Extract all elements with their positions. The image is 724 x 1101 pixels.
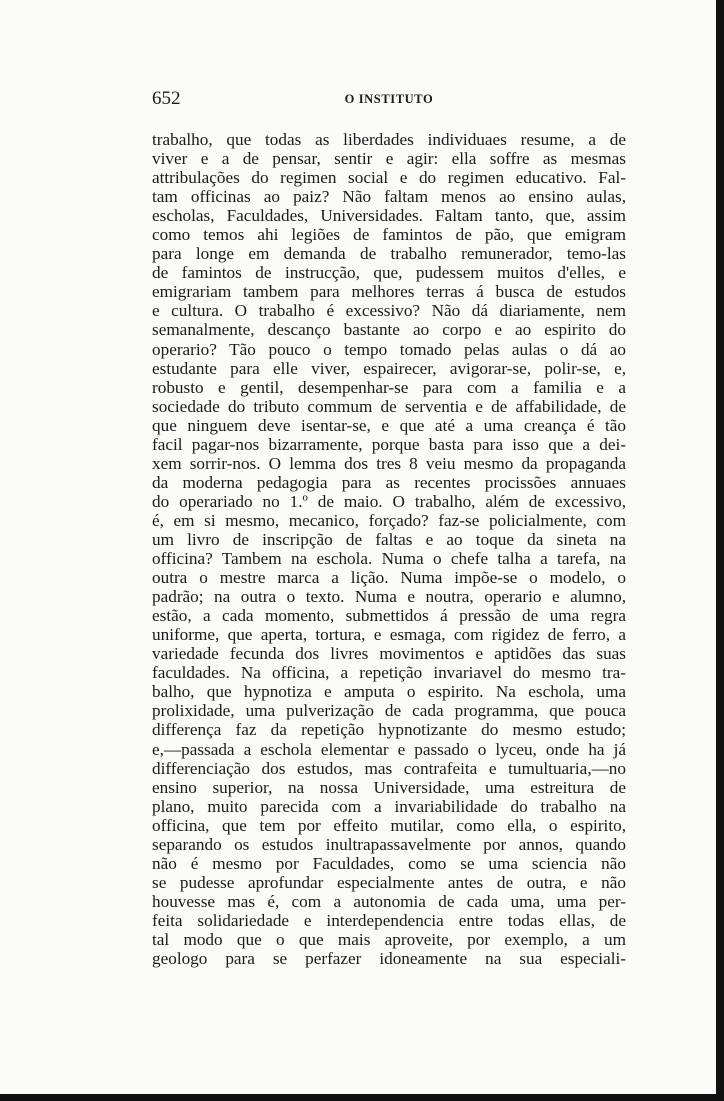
text-line: que ninguem deve isentar-se, e que até a uma creança é tão [152, 415, 626, 435]
running-title: O INSTITUTO [344, 92, 434, 106]
text-line: geologo para se perfazer idoneamente na sua especiali- [152, 949, 626, 969]
text-line: attribulações do regimen social e do regimen educativo. Fal- [152, 168, 626, 188]
text-line: plano, muito parecida com a invariabilidade do trabalho na [152, 796, 626, 816]
text-line: do operariado no 1.º de maio. O trabalho, além de excessivo, [152, 491, 626, 511]
text-line: operario? Tão pouco o tempo tomado pelas aulas o dá ao [152, 339, 626, 359]
text-line: de famintos de instrucção, que, pudessem muitos d'elles, e [152, 263, 626, 283]
text-line: é, em si mesmo, mecanico, forçado? faz-se policialmente, com [152, 510, 626, 530]
text-line: tam officinas ao paiz? Não faltam menos ao ensino aulas, [152, 187, 626, 207]
text-line: variedade fecunda dos livres movimentos e aptidões das suas [152, 644, 626, 664]
page-header [152, 88, 626, 114]
text-line: estão, a cada momento, submettidos á pressão de uma regra [152, 606, 626, 626]
text-line: balho, que hypnotiza e amputa o espirito. Na eschola, uma [152, 682, 626, 702]
text-line: sociedade do tributo commum de serventia e de affabilidade, de [152, 396, 626, 416]
text-line: feita solidariedade e interdependencia entre todas ellas, de [152, 910, 626, 930]
text-line: não é mesmo por Faculdades, como se uma sciencia não [152, 853, 626, 873]
text-line: da moderna pedagogia para as recentes procissões annuaes [152, 472, 626, 492]
text-line: outra o mestre marca a lição. Numa impõe-se o modelo, o [152, 568, 626, 588]
text-line: prolixidade, uma pulverização de cada programma, que pouca [152, 701, 626, 721]
page-number: 652 [152, 88, 181, 109]
body-text [152, 130, 626, 968]
text-line: separando os estudos inultrapassavelmente por annos, quando [152, 834, 626, 854]
text-line: emigrariam tambem para melhores terras á busca de estudos [152, 282, 626, 302]
text-line: differenciação dos estudos, mas contrafeita e tumultuaria,—no [152, 758, 626, 778]
text-line: houvesse mas é, com a autonomia de cada uma, uma per- [152, 891, 626, 911]
text-line: semanalmente, descanço bastante ao corpo e ao espirito do [152, 320, 626, 340]
text-line: facil pagar-nos bizarramente, porque basta para isso que a dei- [152, 434, 626, 454]
text-line: uniforme, que aperta, tortura, e esmaga, com rigidez de ferro, a [152, 625, 626, 645]
text-line: estudante para elle viver, espairecer, avigorar-se, polir-se, e, [152, 358, 626, 378]
text-line: ensino superior, na nossa Universidade, uma estreitura de [152, 777, 626, 797]
text-line: robusto e gentil, desempenhar-se para com a familia e a [152, 377, 626, 397]
text-line: trabalho, que todas as liberdades individuaes resume, a de [152, 130, 626, 149]
text-line: officina, que tem por effeito mutilar, como ella, o espirito, [152, 815, 626, 835]
text-line: como temos ahi legiões de famintos de pão, que emigram [152, 225, 626, 245]
text-line: um livro de inscripção de faltas e ao toque da sineta na [152, 529, 626, 549]
text-line: padrão; na outra o texto. Numa e noutra, operario e alumno, [152, 587, 626, 607]
text-line: faculdades. Na officina, a repetição invariavel do mesmo tra- [152, 663, 626, 683]
text-line: e cultura. O trabalho é excessivo? Não dá diariamente, nem [152, 301, 626, 321]
text-line: e,—passada a eschola elementar e passado o lyceu, onde ha já [152, 739, 626, 759]
text-line: officina? Tambem na eschola. Numa o chefe talha a tarefa, na [152, 549, 626, 569]
text-line: viver e a de pensar, sentir e agir: ella soffre as mesmas [152, 149, 626, 169]
text-line: differença faz da repetição hypnotizante do mesmo estudo; [152, 720, 626, 740]
text-line: xem sorrir-nos. O lemma dos tres 8 veiu mesmo da propaganda [152, 453, 626, 473]
text-line: tal modo que o que mais aproveite, por exemplo, a um [152, 929, 626, 949]
text-line: para longe em demanda de trabalho remunerador, temo-las [152, 244, 626, 264]
text-line: se pudesse aprofundar especialmente antes de outra, e não [152, 872, 626, 892]
text-line: escholas, Faculdades, Universidades. Faltam tanto, que, assim [152, 206, 626, 226]
